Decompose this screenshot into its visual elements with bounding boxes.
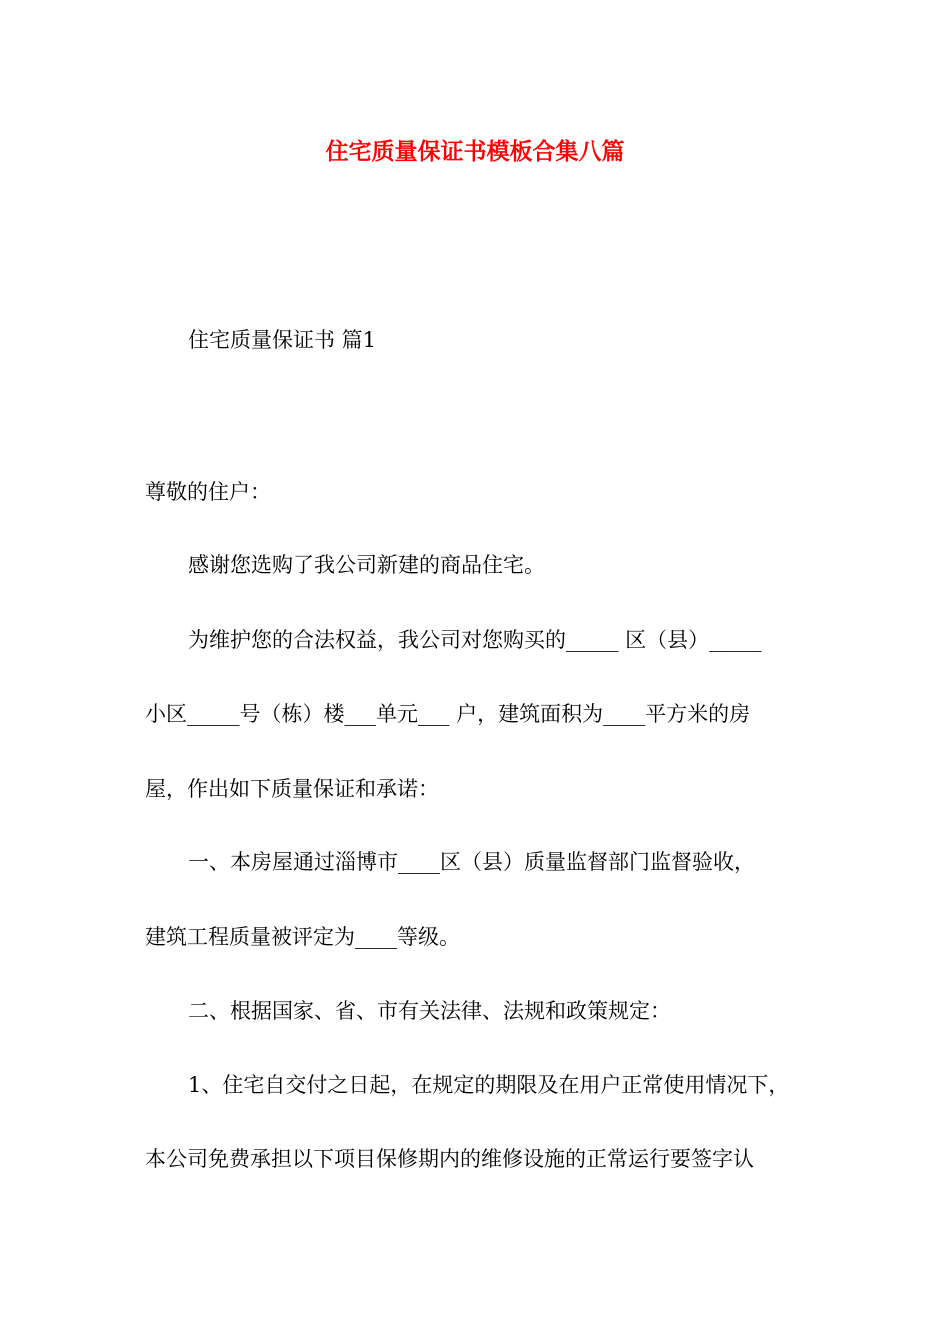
paragraph-line: 本公司免费承担以下项目保修期内的维修设施的正常运行要签字认 xyxy=(145,1147,754,1171)
paragraph-line: 二、根据国家、省、市有关法律、法规和政策规定： xyxy=(188,999,671,1023)
paragraph-line: 1、住宅自交付之日起，在规定的期限及在用户正常使用情况下， xyxy=(188,1073,790,1097)
paragraph-line: 小区_____号（栋）楼___单元___ 户，建筑面积为____平方米的房 xyxy=(145,702,751,726)
paragraph-line: 感谢您选购了我公司新建的商品住宅。 xyxy=(188,553,545,577)
paragraph-line: 为维护您的合法权益，我公司对您购买的_____ 区（县）_____ xyxy=(188,628,762,652)
paragraph-line: 一、本房屋通过淄博市____区（县）质量监督部门监督验收， xyxy=(188,850,755,874)
section-heading: 住宅质量保证书 篇1 xyxy=(188,328,377,352)
document-title: 住宅质量保证书模板合集八篇 xyxy=(325,138,625,165)
paragraph-line: 屋，作出如下质量保证和承诺： xyxy=(145,777,439,801)
paragraph-line: 建筑工程质量被评定为____等级。 xyxy=(145,925,460,949)
salutation: 尊敬的住户： xyxy=(145,480,271,504)
